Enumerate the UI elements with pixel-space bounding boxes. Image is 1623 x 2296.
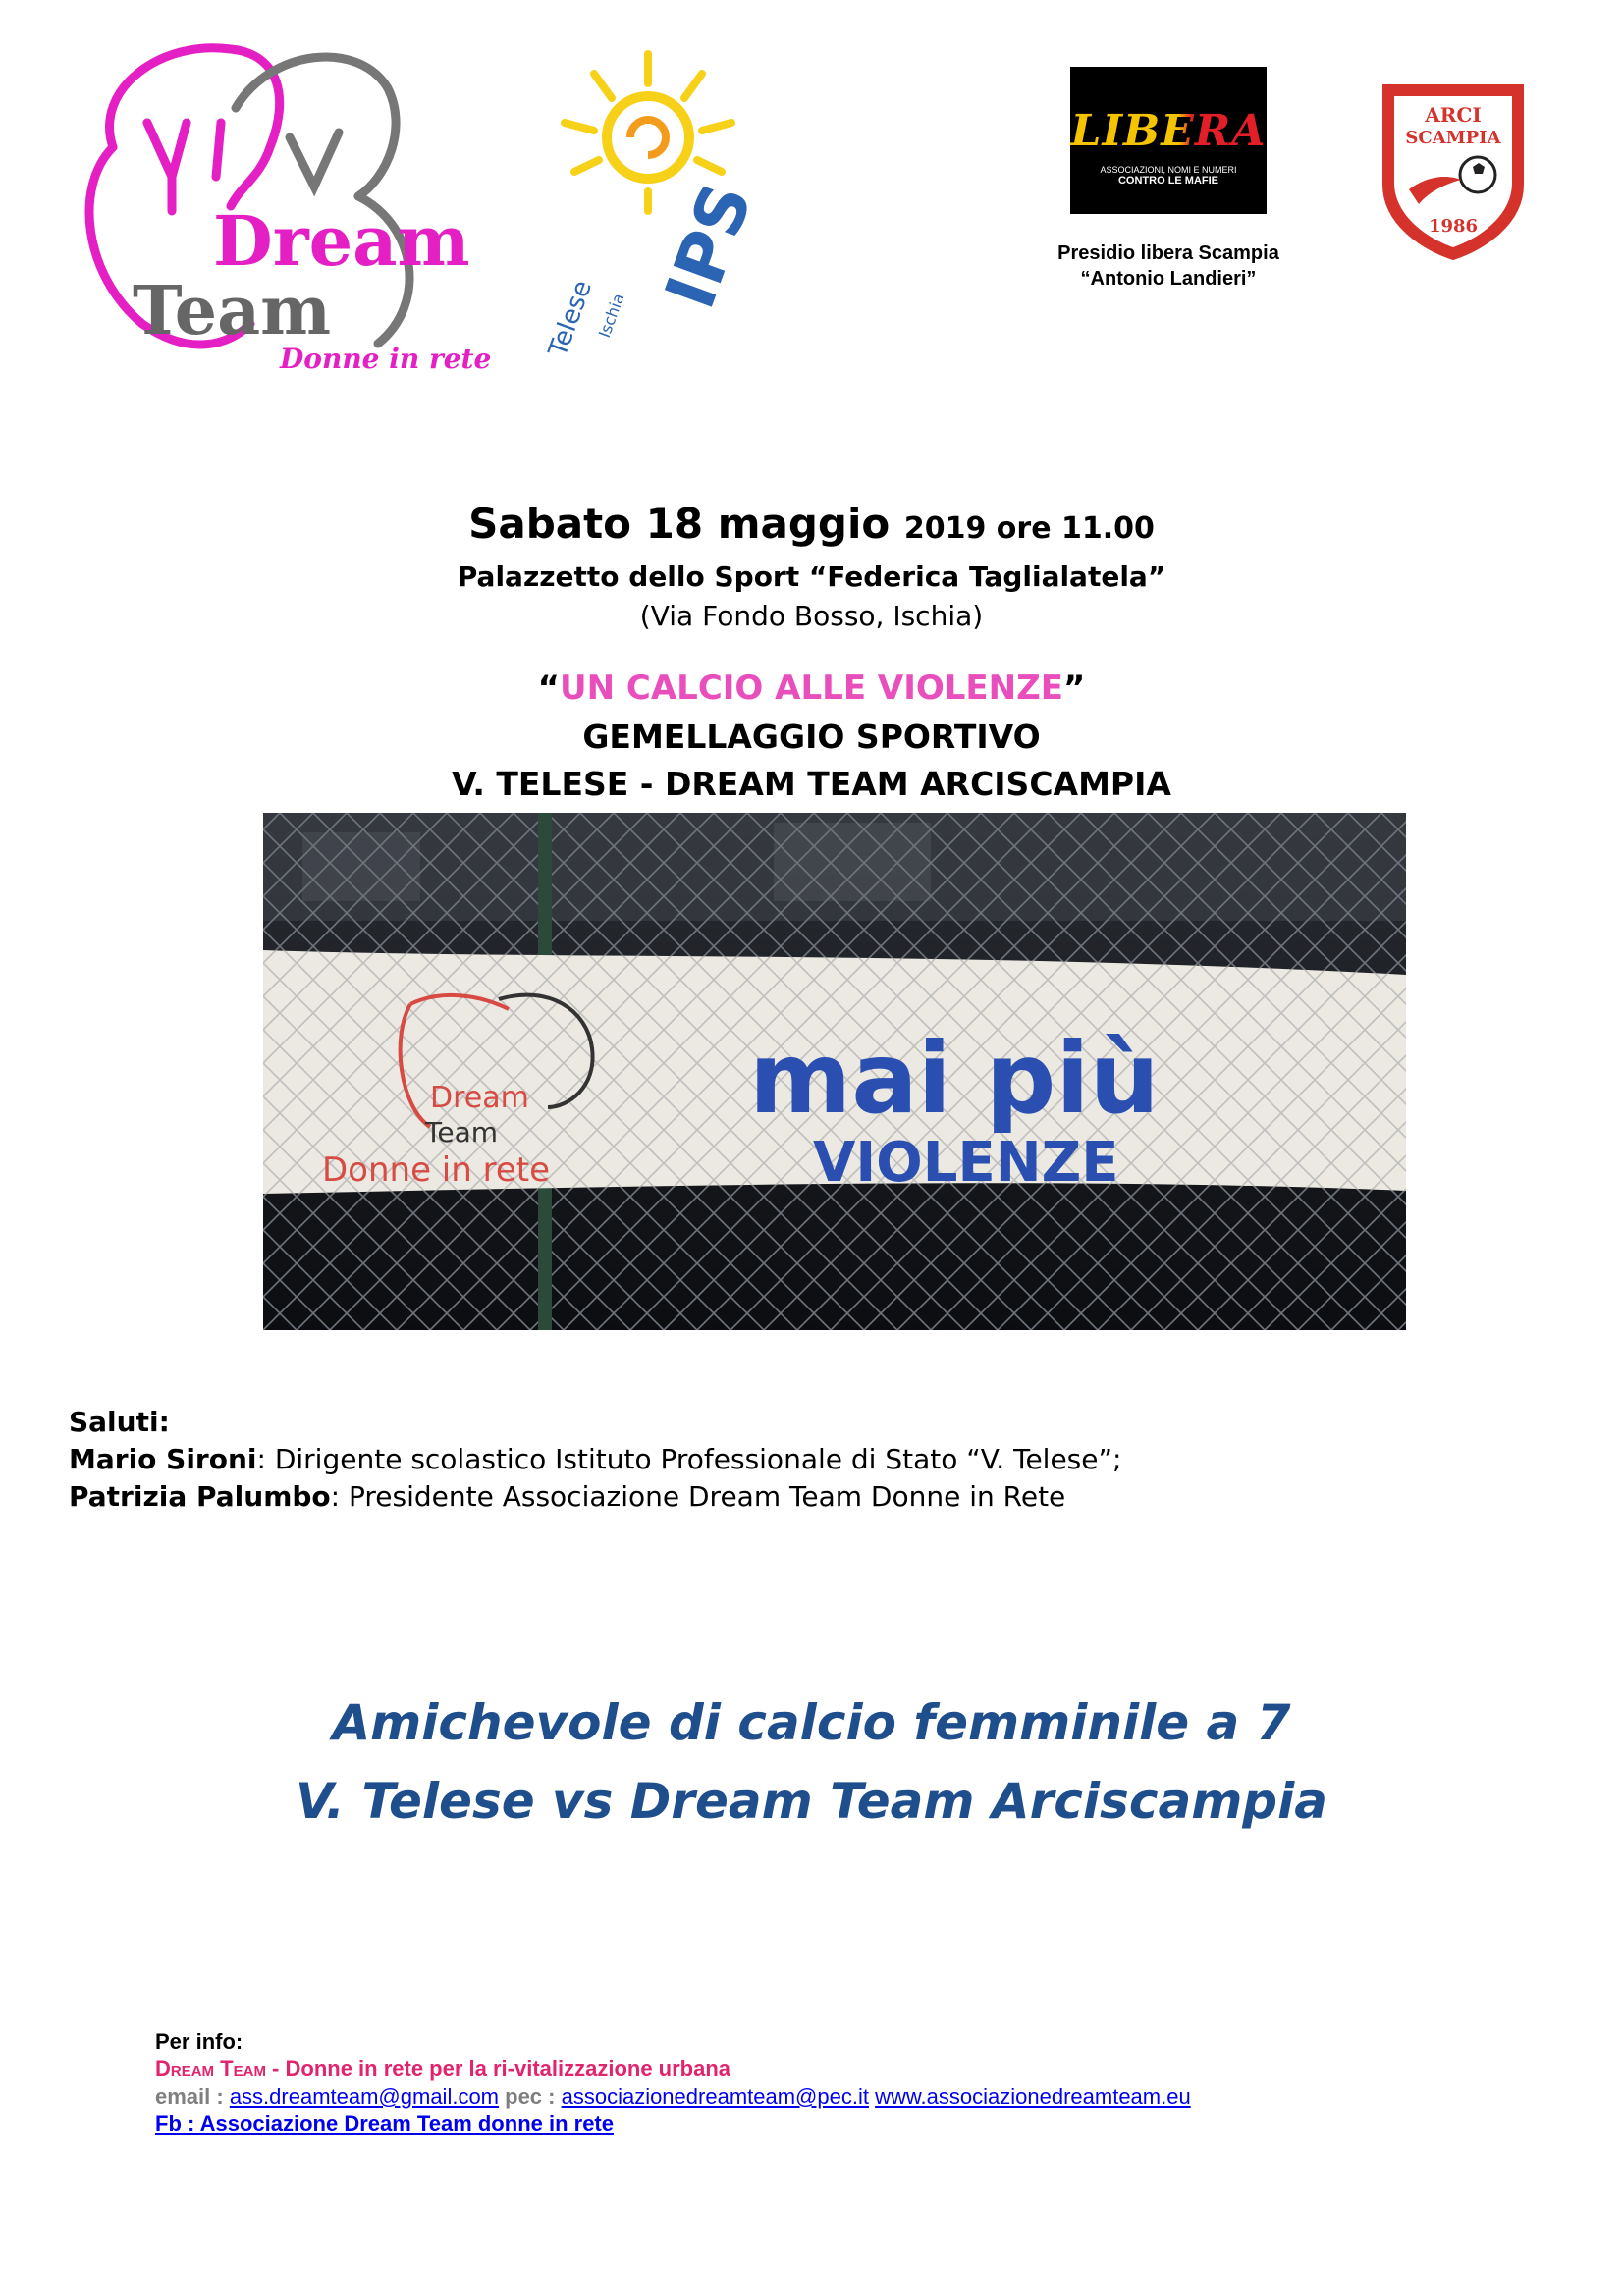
event-venue: Palazzetto dello Sport “Federica Taglialatela” bbox=[457, 561, 1166, 593]
logo-team-word: Team bbox=[133, 272, 332, 350]
per-info-label: Per info: bbox=[155, 2029, 243, 2054]
saluti-section bbox=[69, 1404, 1121, 1516]
arci-year: 1986 bbox=[1428, 216, 1479, 237]
pec-link[interactable]: associazionedreamteam@pec.it bbox=[561, 2084, 869, 2109]
banner-logo-tagline: Donne in rete bbox=[322, 1150, 551, 1190]
libera-name: LIBERA bbox=[1070, 106, 1267, 156]
saluti-heading: Saluti: bbox=[69, 1406, 170, 1438]
saluti-name: Mario Sironi bbox=[69, 1443, 257, 1475]
saluti-item bbox=[69, 1441, 1121, 1478]
email-link[interactable]: ass.dreamteam@gmail.com bbox=[229, 2084, 500, 2109]
banner-photo bbox=[263, 813, 1406, 1330]
banner-logo-dream: Dream bbox=[430, 1081, 529, 1115]
teams-heading: V. TELESE - DREAM TEAM ARCISCAMPIA bbox=[452, 765, 1171, 803]
facebook-link[interactable]: Fb : Associazione Dream Team donne in rete bbox=[155, 2111, 614, 2136]
telese-mark: IPS bbox=[649, 173, 769, 319]
banner-logo-team: Team bbox=[425, 1116, 499, 1148]
website-link[interactable]: www.associazionedreamteam.eu bbox=[875, 2084, 1191, 2109]
logo-tagline: Donne in rete bbox=[280, 343, 492, 375]
arci-scampia-logo bbox=[1375, 77, 1532, 263]
saluti-role: : Presidente Associazione Dream Team Donne in Rete bbox=[330, 1480, 1066, 1513]
presidio-caption bbox=[992, 240, 1345, 292]
match-heading bbox=[0, 1683, 1623, 1841]
libera-sub-1: ASSOCIAZIONI, NOMI E NUMERI bbox=[1100, 165, 1237, 175]
email-label: email : bbox=[155, 2084, 230, 2109]
libera-logo bbox=[1070, 67, 1267, 214]
org-line bbox=[155, 2056, 1191, 2083]
slogan bbox=[0, 663, 1623, 714]
logo-dream-word: Dream bbox=[213, 200, 470, 282]
slogan-text: UN CALCIO ALLE VIOLENZE bbox=[560, 668, 1063, 708]
pec-label: pec : bbox=[499, 2084, 562, 2109]
banner-text-mai-piu: mai più bbox=[749, 1021, 1160, 1136]
org-desc: - Donne in rete per la ri-vitalizzazione urbana bbox=[265, 2056, 731, 2081]
presidio-line-2: “Antonio Landieri” bbox=[1080, 268, 1257, 290]
contacts-line bbox=[155, 2083, 1191, 2110]
event-title bbox=[0, 663, 1623, 808]
slogan-quote-open: “ bbox=[537, 668, 560, 708]
arci-line-2: SCAMPIA bbox=[1405, 128, 1501, 148]
slogan-quote-close: ” bbox=[1062, 668, 1086, 708]
gemellaggio-heading: GEMELLAGGIO SPORTIVO bbox=[582, 718, 1041, 756]
saluti-name: Patrizia Palumbo bbox=[69, 1480, 331, 1513]
match-line-1: Amichevole di calcio femminile a 7 bbox=[332, 1694, 1291, 1751]
soccer-ball-icon bbox=[1460, 157, 1495, 192]
footer-info bbox=[155, 2028, 1191, 2138]
event-info bbox=[0, 496, 1623, 636]
libera-sub-2: CONTRO LE MAFIE bbox=[1117, 175, 1219, 187]
org-name: Dream Team bbox=[155, 2056, 266, 2081]
event-address: (Via Fondo Bosso, Ischia) bbox=[639, 600, 984, 632]
telese-logo bbox=[535, 44, 769, 368]
event-date-day: Sabato 18 maggio bbox=[468, 500, 891, 548]
dream-team-logo bbox=[54, 29, 492, 393]
match-line-2: V. Telese vs Dream Team Arciscampia bbox=[296, 1773, 1327, 1830]
saluti-role: : Dirigente scolastico Istituto Professionale di Stato “V. Telese”; bbox=[256, 1443, 1122, 1475]
arci-line-1: ARCI bbox=[1425, 103, 1482, 127]
libera-sub bbox=[1070, 165, 1267, 187]
event-date bbox=[0, 496, 1623, 558]
telese-sub: Ischia bbox=[594, 291, 628, 341]
telese-text: Telese bbox=[543, 276, 599, 361]
saluti-item bbox=[69, 1478, 1121, 1516]
presidio-line-1: Presidio libera Scampia bbox=[1057, 242, 1279, 264]
banner-text-violenze: VIOLENZE bbox=[813, 1131, 1119, 1195]
event-date-time: 2019 ore 11.00 bbox=[903, 511, 1155, 546]
